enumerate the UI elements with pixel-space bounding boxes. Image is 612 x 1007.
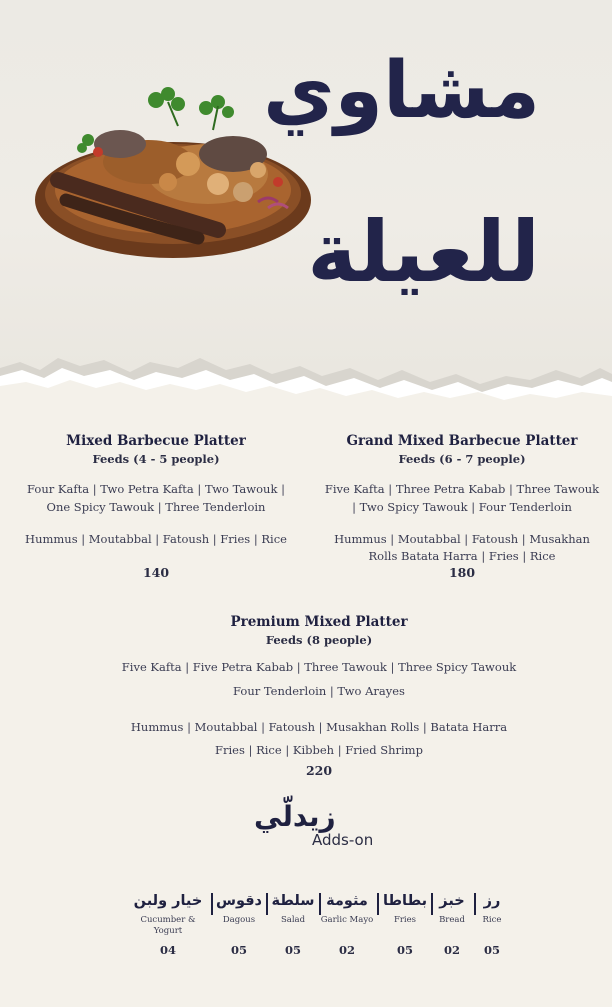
platter-premium-mixed [96, 614, 542, 778]
addon-separator [266, 893, 268, 915]
addon-separator [474, 893, 476, 915]
addon-name-english: Dagous [222, 915, 256, 925]
platter-sides-line: Hummus | Moutabbal | Fatoush | Musakhan Rolls | Batata Harra [130, 720, 508, 734]
platter-items-line: Four Tenderloin | Two Arayes [233, 684, 405, 698]
platter-price: 140 [142, 565, 170, 580]
platter-price: 180 [448, 565, 476, 580]
addon-price: 05 [230, 943, 247, 958]
addon-price: 05 [483, 943, 500, 958]
addon-item-salad [269, 893, 317, 957]
platter-sides-line: Fries | Rice | Kibbeh | Fried Shrimp [215, 743, 423, 757]
addon-separator [211, 893, 213, 915]
addon-price: 04 [159, 943, 176, 958]
addon-name-arabic: سلطة [271, 893, 315, 909]
addon-name-arabic: خيار ولبن [133, 893, 203, 909]
platter-items-line: Five Kafta | Five Petra Kabab | Three Tawouk | Three Spicy Tawouk [121, 660, 517, 674]
addon-price: 02 [443, 943, 460, 958]
platter-name: Premium Mixed Platter [230, 614, 408, 630]
addon-item-rice [477, 893, 507, 957]
platter-items-line: Five Kafta | Three Petra Kabab | Three Tawouk [324, 482, 600, 496]
platter-grand-mixed-barbecue [320, 433, 604, 580]
addon-name-arabic: خبز [439, 893, 465, 909]
platter-items-line: Four Kafta | Two Petra Kafta | Two Tawouk | [27, 482, 285, 496]
addon-name-arabic: دقوس [215, 893, 263, 909]
addons-title-arabic: زيدلّي [254, 800, 336, 833]
torn-paper-divider [0, 340, 612, 410]
addon-price: 02 [338, 943, 355, 958]
addon-name-english: Salad [280, 915, 306, 925]
title-line-1: مشاوي [263, 46, 540, 136]
addon-price: 05 [284, 943, 301, 958]
addon-name-english: Garlic Mayo [320, 915, 374, 925]
addon-name-arabic: مثومة [326, 893, 368, 909]
platter-name: Mixed Barbecue Platter [66, 433, 246, 449]
platter-feeds: Feeds (4 - 5 people) [92, 452, 220, 466]
addon-name-arabic: بطاطا [382, 893, 428, 909]
platter-items-line: | Two Spicy Tawouk | Four Tenderloin [352, 500, 572, 514]
platter-mixed-barbecue [18, 433, 294, 580]
platter-sides-line: Hummus | Moutabbal | Fatoush | Musakhan [334, 532, 590, 546]
addon-item-cucumber-yogurt [128, 893, 208, 957]
platter-sides-line: Hummus | Moutabbal | Fatoush | Fries | Rice [25, 532, 287, 546]
platter-feeds: Feeds (8 people) [265, 633, 373, 647]
addon-name-english: Bread [439, 915, 465, 925]
addon-name-arabic: رز [483, 893, 501, 909]
addon-item-bread [433, 893, 471, 957]
addon-name-english: Cucumber & Yogurt [140, 915, 196, 937]
platter-items-line: One Spicy Tawouk | Three Tenderloin [46, 500, 266, 514]
title-line-2: للعيلة [307, 203, 540, 301]
addon-item-garlic-mayo [320, 893, 374, 957]
platter-name: Grand Mixed Barbecue Platter [346, 433, 578, 449]
platter-price: 220 [305, 763, 333, 778]
addon-name-english: Rice [482, 915, 502, 925]
addons-title-english: Adds-on [312, 831, 374, 849]
platter-feeds: Feeds (6 - 7 people) [398, 452, 526, 466]
addon-item-fries [381, 893, 429, 957]
addon-name-english: Fries [393, 915, 417, 925]
addon-separator [377, 893, 379, 915]
addon-price: 05 [396, 943, 413, 958]
addon-item-dagous [214, 893, 264, 957]
platter-sides-line: Rolls Batata Harra | Fries | Rice [368, 549, 556, 563]
